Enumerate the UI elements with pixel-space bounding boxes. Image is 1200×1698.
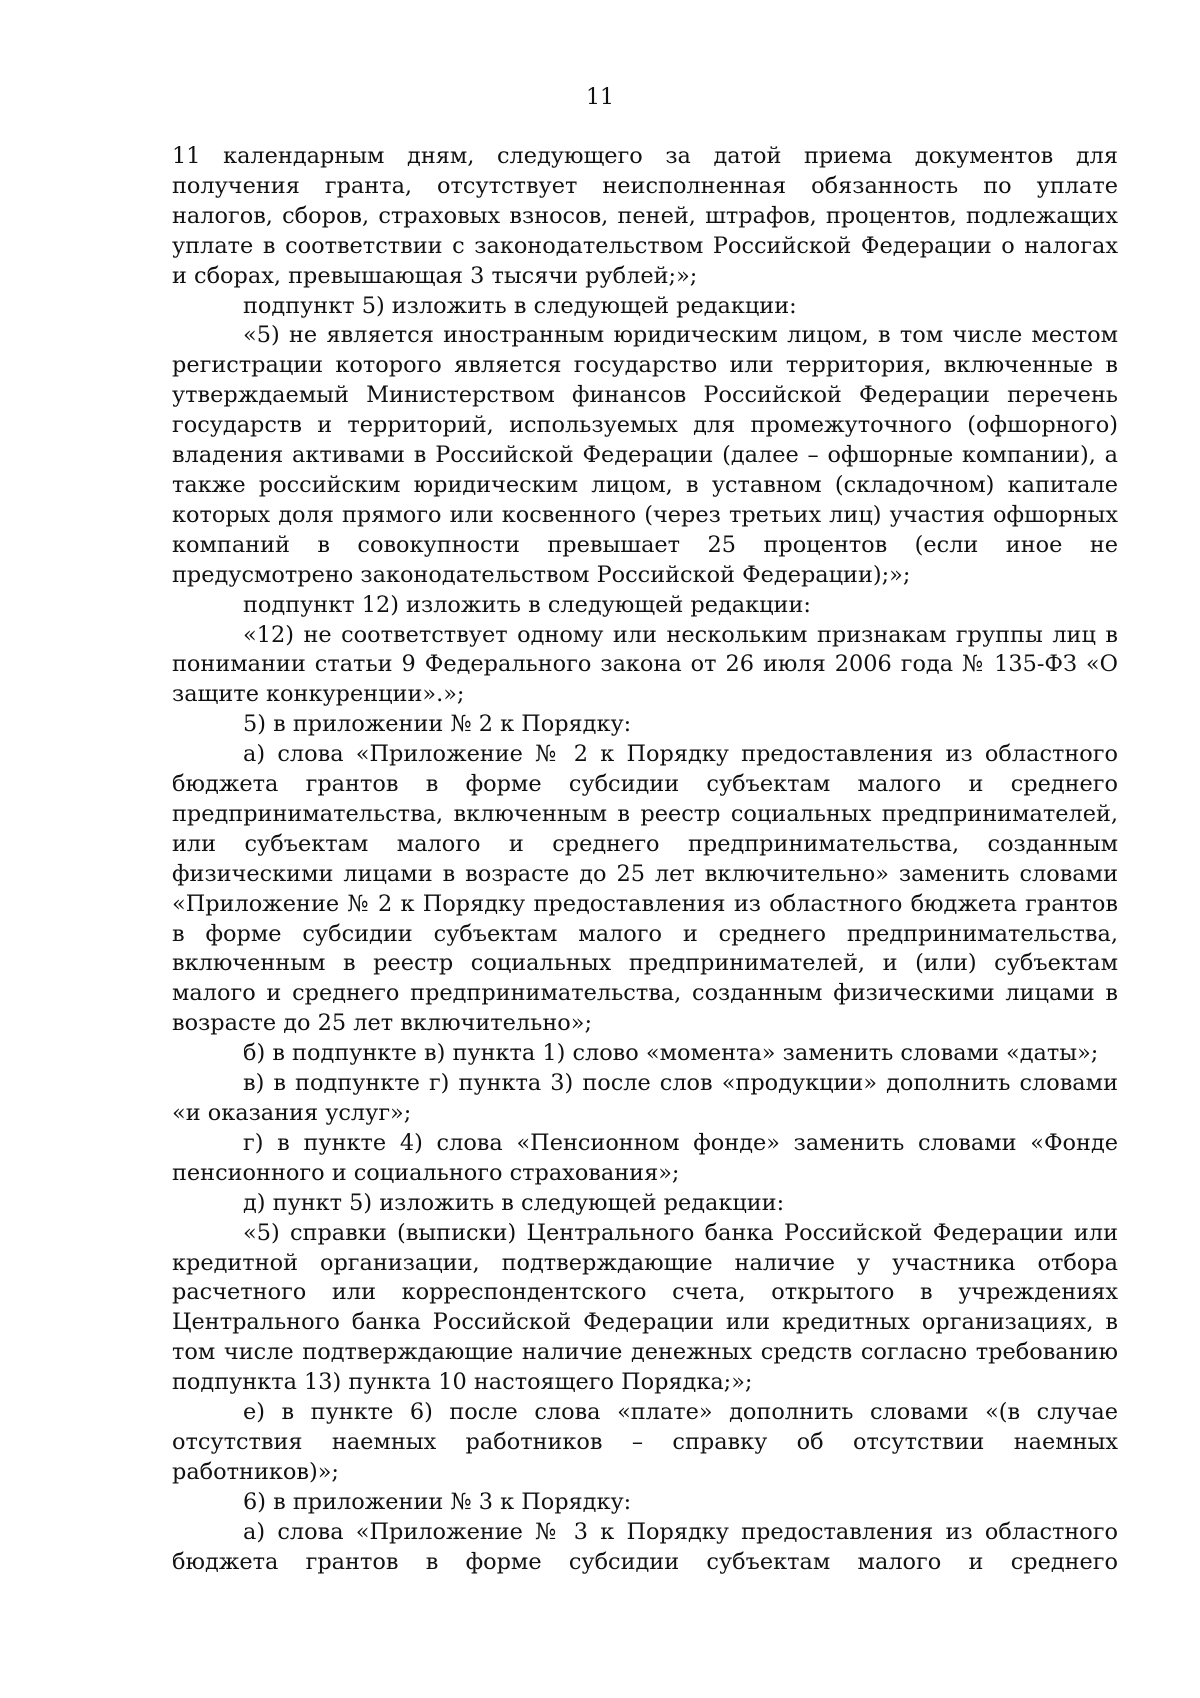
paragraph: подпункт 12) изложить в следующей редакции: — [243, 591, 811, 618]
document-body — [172, 142, 1118, 1578]
paragraph: 11 календарным дням, следующего за датой приема документов для получения гранта, отсутствует неисполненная обязанность по уплате налогов, сборов, страховых взносов, пеней, штрафов, процентов, подлежащих уплате в соответствии с законодательством Российской Федерации о налогах и сборах, превышающая 3 тысячи рублей;»; — [172, 143, 1118, 289]
paragraph: 6) в приложении № 3 к Порядку: — [243, 1488, 632, 1515]
paragraph: г) в пункте 4) слова «Пенсионном фонде» заменить словами «Фонде пенсионного и социального страхования»; — [172, 1129, 1118, 1186]
paragraph: б) в подпункте в) пункта 1) слово «момента» заменить словами «даты»; — [243, 1040, 1099, 1067]
paragraph: «12) не соответствует одному или нескольким признакам группы лиц в понимании статьи 9 Федерального закона от 26 июля 2006 года № 135-ФЗ «О защите конкуренции».»; — [172, 621, 1118, 708]
paragraph: а) слова «Приложение № 2 к Порядку предоставления из областного бюджета грантов в форме субсидии субъектам малого и среднего предпринимательства, включенным в реестр социальных предпринимателей, или субъектам малого и среднего предпринимательства, созданным физическими лицами в возрасте до 25 лет включительно» заменить словами «Приложение № 2 к Порядку предоставления из областного бюджета грантов в форме субсидии субъектам малого и среднего предпринимательства, включенным в реестр социальных предпринимателей, и (или) субъектам малого и среднего предпринимательства, созданным физическими лицами в возрасте до 25 лет включительно»; — [172, 741, 1118, 1037]
paragraph: в) в подпункте г) пункта 3) после слов «продукции» дополнить словами «и оказания услуг»; — [172, 1070, 1118, 1126]
page-number: 11 — [586, 85, 614, 110]
paragraph: «5) не является иностранным юридическим лицом, в том числе местом регистрации которого является государство или территория, включенные в утверждаемый Министерством финансов Российской Федерации перечень государств и территорий, используемых для промежуточного (офшорного) владения активами в Российской Федерации (далее – офшорные компании), а также российским юридическим лицом, в уставном (складочном) капитале которых доля прямого или косвенного (через третьих лиц) участия офшорных компаний в совокупности превышает 25 процентов (если иное не предусмотрено законодательством Российской Федерации);»; — [172, 322, 1118, 588]
paragraph: е) в пункте 6) после слова «плате» дополнить словами «(в случае отсутствия наемных работников – справку об отсутствии наемных работников)»; — [172, 1399, 1118, 1485]
paragraph: д) пункт 5) изложить в следующей редакции: — [243, 1189, 785, 1216]
paragraph: 5) в приложении № 2 к Порядку: — [243, 711, 632, 738]
paragraph: а) слова «Приложение № 3 к Порядку предоставления из областного бюджета грантов в форме субсидии субъектам малого и среднего — [172, 1518, 1118, 1575]
paragraph: подпункт 5) изложить в следующей редакции: — [243, 292, 797, 319]
paragraph: «5) справки (выписки) Центрального банка Российской Федерации или кредитной организации, подтверждающие наличие у участника отбора расчетного или корреспондентского счета, открытого в учреждениях Центрального банка Российской Федерации или кредитных организациях, в том числе подтверждающие наличие денежных средств согласно требованию подпункта 13) пункта 10 настоящего Порядка;»; — [172, 1219, 1118, 1396]
